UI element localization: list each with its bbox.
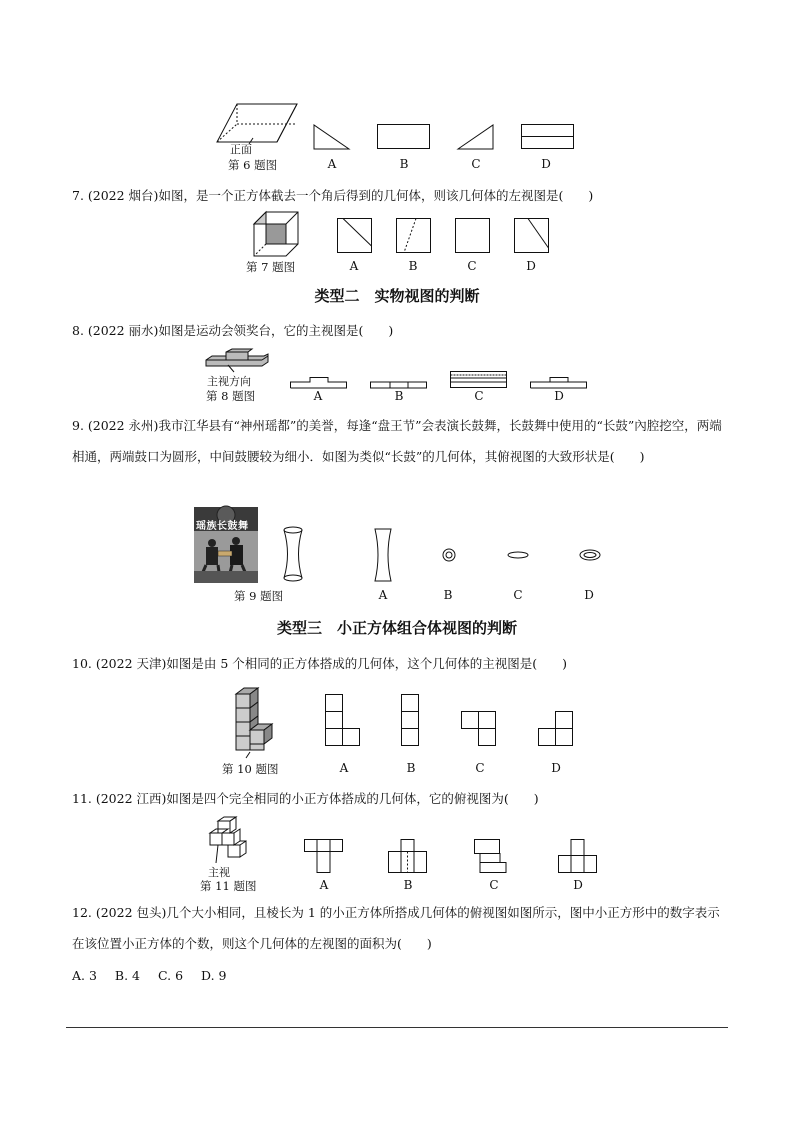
q8-podium-figure	[204, 348, 270, 374]
q12-choice-b: B. 4	[114, 968, 141, 983]
q8-option-c-label: C	[474, 389, 484, 403]
q10-option-d-figure	[538, 711, 574, 747]
q6-caption: 第 6 题图	[228, 158, 278, 172]
section-title-type-2: 类型二 实物视图的判断	[314, 287, 480, 305]
q11-cubes-figure	[204, 817, 248, 867]
q9-caption: 第 9 题图	[234, 589, 284, 603]
q11-option-a-figure	[304, 839, 344, 875]
q11-text: 11. (2022 江西)如图是四个完全相同的小正方体搭成的几何体，它的俯视图为( )	[72, 791, 539, 806]
q12-answer-choices	[72, 968, 241, 983]
q6-option-c-figure	[457, 124, 497, 150]
q10-option-d-label: D	[551, 761, 561, 775]
q9-option-a-figure	[374, 528, 392, 582]
q10-option-b-figure	[401, 694, 421, 746]
q7-option-d-label: D	[526, 259, 536, 273]
q9-option-c-label: C	[513, 588, 523, 602]
q11-option-b-figure	[388, 839, 428, 875]
q9-photo-caption-text: 瑶族长鼓舞	[196, 521, 249, 532]
q12-choice-d: D. 9	[201, 968, 227, 983]
q10-option-b-label: B	[406, 761, 416, 775]
q10-text: 10. (2022 天津)如图是由 5 个相同的正方体搭成的几何体，这个几何体的主视图是( )	[72, 656, 568, 671]
q8-option-a-figure	[290, 377, 348, 389]
q6-front-label: 正面	[230, 143, 252, 156]
q11-caption: 第 11 题图	[200, 879, 257, 893]
q11-option-c-figure	[474, 839, 514, 875]
q7-option-a-label: A	[349, 259, 359, 273]
q12-text: 12. (2022 包头)几个大小相同，且棱长为 1 的小正方体所搭成几何体的俯视图如图所示，图中小正方形中的数字表示在该位置小正方体的个数，则这个几何体的左视图的面积为( )	[72, 905, 720, 951]
q11-option-c-label: C	[489, 878, 499, 892]
q8-option-b-figure	[370, 377, 428, 389]
q10-option-a-label: A	[339, 761, 349, 775]
q7-option-d-figure	[514, 218, 550, 254]
q7-option-c-figure	[455, 218, 491, 254]
q8-text: 8. (2022 丽水)如图是运动会领奖台，它的主视图是( )	[72, 323, 394, 338]
section-title-type-3: 类型三 小正方体组合体视图的判断	[276, 619, 517, 637]
q9-option-b-label: B	[443, 588, 453, 602]
q6-option-d-label: D	[541, 157, 551, 171]
q11-view-label: 主视	[208, 866, 230, 879]
q6-option-d-figure	[521, 124, 575, 150]
q6-option-a-figure	[313, 124, 353, 150]
q6-option-c-label: C	[471, 157, 481, 171]
q9-option-d-figure	[579, 548, 601, 562]
q8-caption: 第 8 题图	[206, 389, 256, 403]
q6-option-b-label: B	[399, 157, 409, 171]
q9-text: 9. (2022 永州)我市江华县有“神州瑶都”的美誉，每逢“盘王节”会表演长鼓舞，长鼓舞中使用的“长鼓”內腔挖空，两端相通，两端鼓口为圆形，中间鼓腰较为细小．如图为类似“长鼓”的几何体，其俯视图的大致形状是( )	[72, 418, 722, 464]
q12-choice-a: A. 3	[72, 968, 97, 983]
q10-cubes-figure	[232, 686, 276, 760]
q7-text: 7. (2022 烟台)如图，是一个正方体截去一个角后得到的几何体，则该几何体的左视图是( )	[72, 188, 594, 203]
q8-option-b-label: B	[394, 389, 404, 403]
q11-option-a-label: A	[319, 878, 329, 892]
q8-direction-label: 主视方向	[207, 375, 251, 388]
q8-option-d-figure	[530, 377, 588, 389]
q9-drum-figure	[282, 526, 304, 582]
q10-option-a-figure	[325, 694, 361, 746]
q8-option-c-figure	[450, 371, 508, 389]
q6-option-b-figure	[377, 124, 431, 150]
q10-caption: 第 10 题图	[222, 762, 279, 776]
q9-option-b-figure	[442, 548, 456, 562]
q7-option-b-figure	[396, 218, 432, 254]
q6-prism-figure	[215, 100, 305, 150]
q8-option-a-label: A	[313, 389, 323, 403]
q12-choice-c: C. 6	[158, 968, 184, 983]
q7-option-a-figure	[337, 218, 373, 254]
q7-option-b-label: B	[408, 259, 418, 273]
footer-divider	[66, 1027, 728, 1028]
q7-caption: 第 7 题图	[246, 260, 296, 274]
q7-option-c-label: C	[467, 259, 477, 273]
q7-cube-figure	[252, 210, 302, 258]
q9-option-c-figure	[507, 551, 529, 559]
q11-option-d-figure	[558, 839, 598, 875]
q6-option-a-label: A	[327, 157, 337, 171]
q8-option-d-label: D	[554, 389, 564, 403]
q11-option-d-label: D	[573, 878, 583, 892]
q10-option-c-label: C	[475, 761, 485, 775]
q11-option-b-label: B	[403, 878, 413, 892]
q9-option-a-label: A	[378, 588, 388, 602]
q10-option-c-figure	[461, 711, 497, 747]
q9-option-d-label: D	[584, 588, 594, 602]
